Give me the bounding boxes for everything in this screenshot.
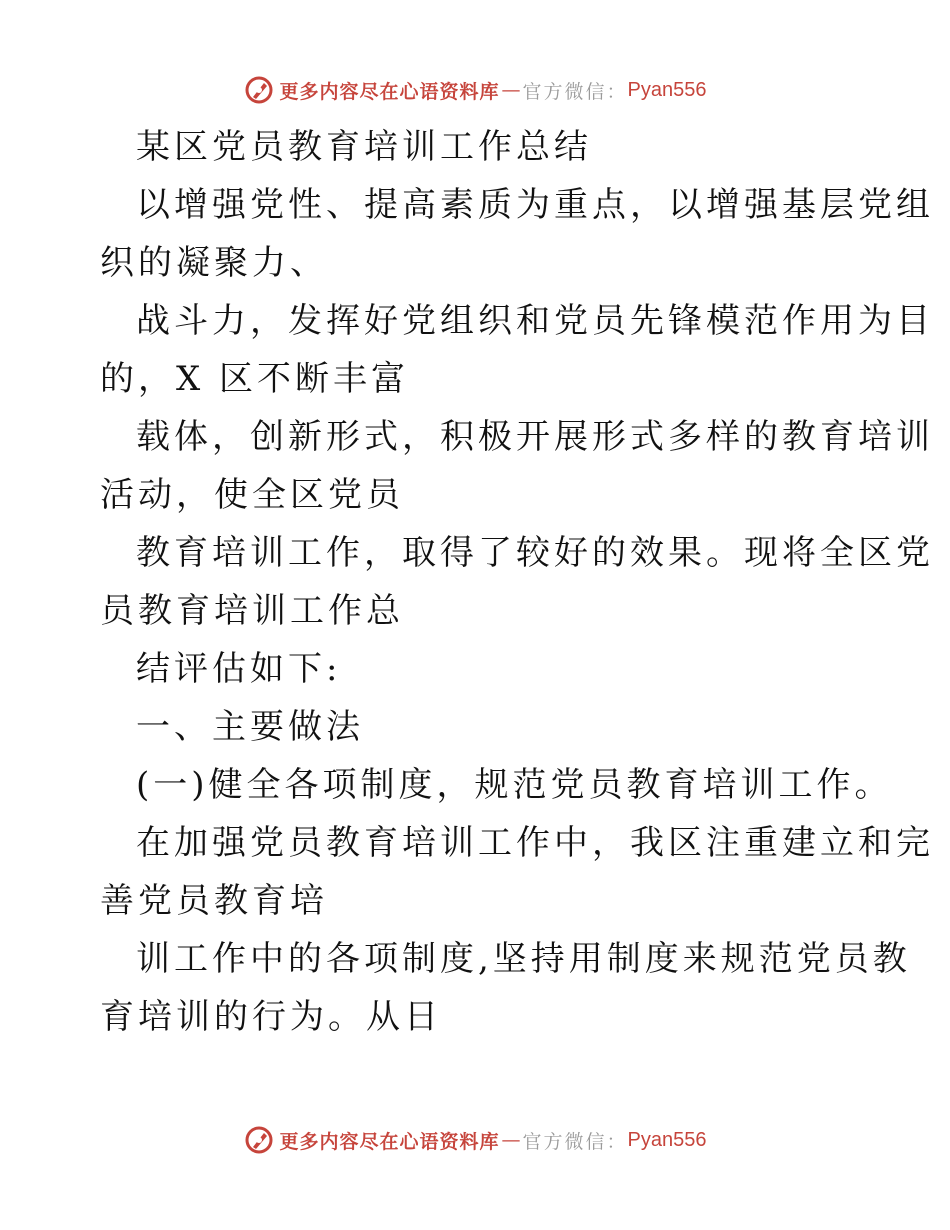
text-line: 活动，使全区党员	[100, 475, 404, 515]
text-line: 训工作中的各项制度,坚持用制度来规范党员教	[136, 939, 911, 979]
pen-logo-icon	[244, 1125, 274, 1155]
watermark-label: 官方微信：	[522, 80, 628, 103]
text-line: 战斗力，发挥好党组织和党员先锋模范作用为目	[136, 301, 934, 341]
watermark-label: 官方微信：	[522, 1130, 628, 1153]
text-line: 教育培训工作，取得了较好的效果。现将全区党	[136, 533, 934, 573]
watermark-wechat-id: Pyan556	[627, 78, 707, 101]
text-line: (一)健全各项制度，规范党员教育培训工作。	[136, 765, 893, 805]
text-line: 的，X 区不断丰富	[100, 359, 410, 399]
document-body	[100, 118, 934, 1046]
text-line: 育培训的行为。从日	[100, 997, 442, 1037]
text-line: 某区党员教育培训工作总结	[136, 127, 592, 167]
watermark-wechat-id: Pyan556	[627, 1128, 707, 1151]
text-line: 结评估如下:	[136, 649, 342, 689]
text-line: 在加强党员教育培训工作中，我区注重建立和完	[136, 823, 934, 863]
text-line: 以增强党性、提高素质为重点，以增强基层党组	[136, 185, 934, 225]
watermark-separator: —	[501, 1129, 521, 1151]
watermark-text: 更多内容尽在心语资料库	[279, 80, 500, 103]
text-line: 善党员教育培	[100, 881, 328, 921]
text-line: 载体，创新形式，积极开展形式多样的教育培训	[136, 417, 934, 457]
pen-logo-icon	[244, 75, 274, 105]
text-line: 织的凝聚力、	[100, 243, 328, 283]
watermark-footer	[0, 1120, 950, 1160]
text-line: 员教育培训工作总	[100, 591, 404, 631]
watermark-header	[0, 70, 950, 110]
watermark-separator: —	[501, 79, 521, 101]
watermark-text: 更多内容尽在心语资料库	[279, 1130, 500, 1153]
text-line: 一、主要做法	[136, 707, 364, 747]
